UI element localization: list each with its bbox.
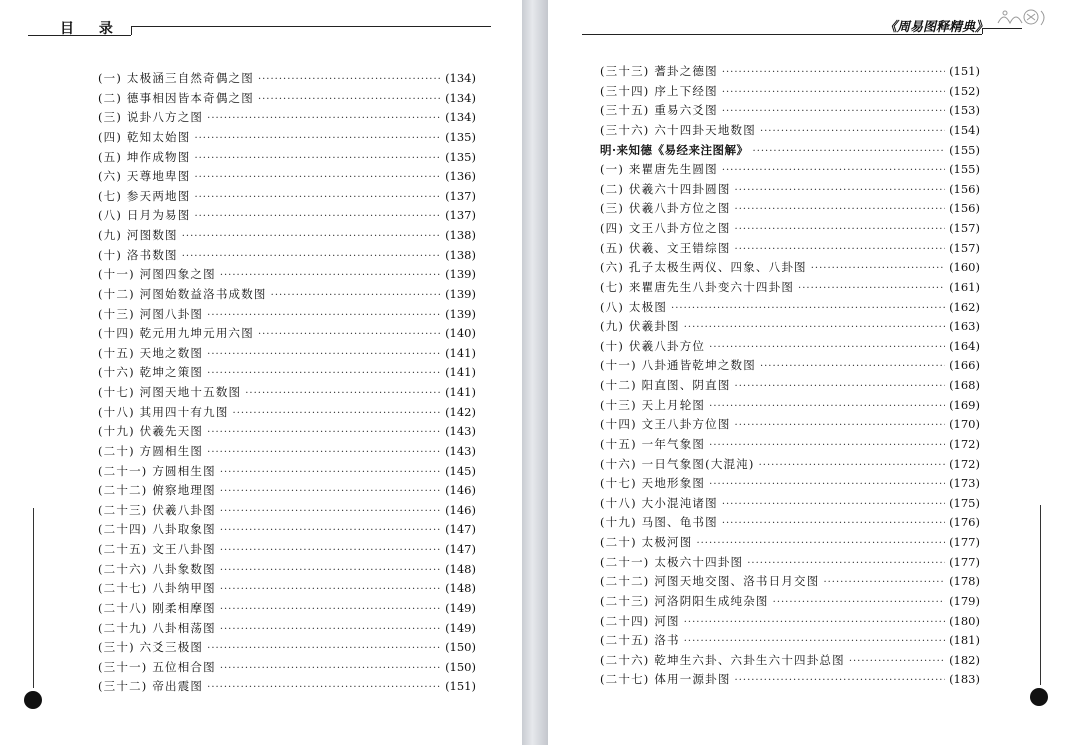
toc-entry [600, 101, 980, 121]
margin-marker-line [1040, 505, 1041, 685]
header-rule [28, 35, 131, 36]
toc-dot-leader [258, 324, 441, 345]
toc-entry-page: (157) [949, 221, 980, 235]
toc-dot-leader [207, 363, 441, 384]
toc-entry [600, 239, 980, 259]
toc-entry-page: (183) [949, 672, 980, 687]
toc-entry [98, 265, 476, 285]
toc-entry-page: (147) [445, 542, 476, 556]
toc-entry [600, 533, 980, 553]
decorative-stamp-icon [993, 5, 1051, 31]
toc-entry-page: (138) [445, 228, 476, 242]
toc-entry-page: (151) [445, 679, 476, 694]
toc-entry [98, 520, 476, 540]
toc-dot-leader [220, 501, 441, 522]
toc-entry [600, 670, 980, 690]
toc-entry-title: (十二) 阳直图、阴直图 [600, 378, 731, 392]
toc-entry-title: (八) 日月为易图 [98, 208, 191, 223]
toc-entry [98, 206, 476, 226]
toc-dot-leader [220, 462, 441, 483]
toc-entry-title: (十九) 马图、龟书图 [600, 515, 718, 530]
toc-dot-leader [220, 579, 441, 600]
toc-entry-title: (二十六) 乾坤生六卦、六卦生六十四卦总图 [600, 652, 845, 667]
toc-entry-page: (164) [949, 338, 980, 353]
toc-entry [98, 442, 476, 462]
toc-entry-page: (160) [949, 260, 980, 275]
toc-entry-page: (138) [445, 247, 476, 262]
toc-entry [600, 435, 980, 455]
toc-entry-title: (四) 乾知太始图 [98, 129, 191, 144]
toc-entry-title: (三十四) 序上下经图 [600, 83, 718, 98]
toc-entry-page: (139) [445, 306, 476, 321]
toc-dot-leader [194, 206, 441, 227]
toc-entry-title: (十八) 大小混沌诸图 [600, 495, 718, 510]
toc-dot-leader [233, 403, 442, 424]
toc-dot-leader [220, 619, 441, 640]
toc-entry [98, 677, 476, 697]
toc-entry [98, 462, 476, 482]
toc-entry-title: (二十四) 河图 [600, 613, 680, 628]
toc-entry-page: (136) [445, 169, 476, 184]
toc-entry-page: (179) [949, 593, 980, 608]
toc-entry [600, 180, 980, 200]
toc-entry [98, 501, 476, 521]
toc-entry-page: (176) [949, 515, 980, 530]
toc-dot-leader [194, 148, 441, 169]
toc-entry [98, 148, 476, 168]
toc-entry-title: (十四) 乾元用九坤元用六图 [98, 326, 254, 341]
toc-entry-page: (172) [949, 456, 980, 471]
page-gutter [522, 0, 548, 745]
toc-entry [600, 612, 980, 632]
toc-entry-page: (157) [949, 240, 980, 255]
toc-entry [98, 658, 476, 678]
toc-dot-leader [220, 658, 441, 679]
toc-entry-title: (十九) 伏羲先天图 [98, 424, 204, 439]
toc-entry-title: (六) 天尊地卑图 [98, 169, 191, 184]
toc-entry-title: (三) 说卦八方之图 [98, 110, 204, 125]
toc-dot-leader [798, 278, 945, 299]
toc-entry [600, 494, 980, 514]
toc-entry-page: (173) [949, 476, 980, 491]
toc-entry-page: (135) [445, 149, 476, 164]
toc-dot-leader [220, 265, 441, 286]
toc-dot-leader [194, 187, 441, 208]
toc-entry-title: (五) 坤作成物图 [98, 149, 191, 164]
toc-entry-title: (十一) 河图四象之图 [98, 267, 216, 282]
toc-entry-page: (172) [949, 436, 980, 451]
toc-entry [98, 383, 476, 403]
toc-entry-page: (137) [445, 208, 476, 223]
toc-entry-title: (十三) 天上月轮图 [600, 397, 706, 412]
toc-entry-title: (十四) 文王八卦方位图 [600, 417, 731, 432]
toc-entry-page: (169) [949, 397, 980, 412]
toc-dot-leader [696, 533, 945, 554]
toc-entry-title: (九) 伏羲卦图 [600, 319, 680, 334]
toc-entry [98, 540, 476, 560]
toc-entry [98, 69, 476, 89]
toc-entry-title: (七) 参天两地图 [98, 188, 191, 203]
toc-dot-leader [220, 560, 441, 581]
page-marker-dot [1030, 688, 1048, 706]
toc-dot-leader [220, 540, 441, 561]
toc-dot-leader [258, 89, 441, 110]
toc-entry-title: (二十七) 八卦纳甲图 [98, 581, 216, 596]
toc-entry-page: (150) [445, 659, 476, 674]
toc-entry [600, 258, 980, 278]
toc-entry-page: (155) [949, 162, 980, 177]
toc-entry [98, 481, 476, 501]
toc-entry-page: (134) [445, 71, 476, 85]
toc-entry-title: (二十一) 太极六十四卦图 [600, 554, 744, 569]
toc-dot-leader [207, 108, 441, 129]
toc-entry-page: (182) [949, 652, 980, 667]
toc-entry [98, 128, 476, 148]
toc-entry-page: (177) [949, 554, 980, 569]
toc-dot-leader [823, 572, 945, 593]
toc-dot-leader [722, 160, 945, 181]
toc-entry-title: (十二) 河图始数益洛书成数图 [98, 286, 267, 301]
toc-entry [98, 344, 476, 364]
toc-section-heading [600, 141, 980, 161]
header-rule [131, 26, 132, 35]
toc-entry [98, 599, 476, 619]
toc-entry-title: (二十三) 河洛阴阳生成纯杂图 [600, 593, 769, 608]
toc-entry-page: (149) [445, 600, 476, 615]
toc-entry-page: (161) [949, 279, 980, 294]
toc-entry-page: (162) [949, 299, 980, 314]
toc-entry [98, 305, 476, 325]
toc-entry [600, 396, 980, 416]
toc-entry-title: (二十八) 刚柔相摩图 [98, 600, 216, 615]
toc-entry-title: (二十) 太极河图 [600, 535, 693, 549]
toc-entry [600, 474, 980, 494]
toc-entry-title: (十七) 天地形象图 [600, 476, 706, 491]
toc-dot-leader [182, 246, 441, 267]
toc-entry [600, 317, 980, 337]
toc-entry-page: (155) [949, 142, 980, 157]
toc-dot-leader [709, 435, 945, 456]
toc-dot-leader [722, 494, 945, 515]
toc-dot-leader [722, 62, 945, 83]
toc-entry [600, 592, 980, 612]
toc-entry-page: (137) [445, 188, 476, 203]
toc-entry [600, 219, 980, 239]
toc-entry [600, 337, 980, 357]
toc-dot-leader [753, 141, 946, 162]
toc-entry [600, 82, 980, 102]
toc-entry [98, 324, 476, 344]
toc-entry-page: (141) [445, 345, 476, 360]
toc-dot-leader [709, 337, 945, 358]
toc-dot-leader [735, 180, 946, 201]
toc-entry-page: (135) [445, 129, 476, 144]
toc-dot-leader [207, 442, 441, 463]
toc-entry-page: (142) [445, 404, 476, 419]
toc-entry [600, 356, 980, 376]
toc-entry-page: (134) [445, 110, 476, 125]
toc-entry-title: (二十五) 洛书 [600, 633, 680, 648]
toc-dot-leader [194, 167, 441, 188]
toc-entry-title: (十一) 八卦通皆乾坤之数图 [600, 358, 756, 373]
margin-marker-line [33, 508, 34, 688]
toc-entry-page: (181) [949, 633, 980, 648]
toc-entry-page: (143) [445, 443, 476, 458]
toc-dot-leader [722, 101, 945, 122]
toc-entry [98, 108, 476, 128]
toc-entry-page: (152) [949, 83, 980, 98]
toc-entry-page: (139) [445, 267, 476, 282]
toc-dot-leader [207, 677, 441, 698]
toc-entry-page: (148) [445, 561, 476, 576]
toc-entry-page: (148) [445, 581, 476, 596]
toc-entry-title: (十五) 天地之数图 [98, 345, 204, 360]
toc-entry [600, 121, 980, 141]
toc-entry-title: (二) 德事相因皆本奇偶之图 [98, 90, 254, 105]
toc-entry-page: (178) [949, 574, 980, 589]
toc-entry [600, 160, 980, 180]
toc-entry [600, 415, 980, 435]
toc-entry [600, 199, 980, 219]
toc-entry-page: (151) [949, 64, 980, 78]
toc-dot-leader [760, 121, 945, 142]
toc-dot-leader [220, 520, 441, 541]
toc-entry [600, 553, 980, 573]
toc-entry [600, 651, 980, 671]
toc-dot-leader [671, 298, 945, 319]
toc-entry-title: (二十二) 俯察地理图 [98, 483, 216, 498]
toc-dot-leader [258, 69, 441, 90]
toc-entry-title: (六) 孔子太极生两仪、四象、八卦图 [600, 260, 807, 275]
toc-entry [98, 422, 476, 442]
toc-entry [98, 246, 476, 266]
toc-dot-leader [271, 285, 441, 306]
toc-dot-leader [735, 670, 946, 691]
toc-entry [98, 167, 476, 187]
toc-dot-leader [245, 383, 441, 404]
toc-entry-title: (十七) 河图天地十五数图 [98, 385, 242, 399]
toc-entry-page: (170) [949, 417, 980, 432]
toc-entry-title: (一) 来瞿唐先生圆图 [600, 162, 718, 177]
toc-entry [98, 619, 476, 639]
toc-entry-title: (三十六) 六十四卦天地数图 [600, 122, 756, 137]
toc-dot-leader [684, 317, 945, 338]
toc-entry-title: (三十一) 五位相合图 [98, 659, 216, 674]
toc-entry-page: (163) [949, 319, 980, 334]
toc-entry [600, 278, 980, 298]
toc-entry-page: (166) [949, 358, 980, 373]
toc-entry-title: (三十三) 蓍卦之德图 [600, 64, 718, 78]
page-marker-dot [24, 691, 42, 709]
toc-dot-leader [735, 239, 946, 260]
toc-entry-title: (二十一) 方圆相生图 [98, 463, 216, 478]
toc-entry-page: (140) [445, 326, 476, 341]
toc-dot-leader [735, 376, 946, 397]
toc-entry [600, 298, 980, 318]
toc-entry-page: (150) [445, 640, 476, 655]
toc-entry-title: (十三) 河图八卦图 [98, 306, 204, 321]
toc-entry-title: (二十三) 伏羲八卦图 [98, 502, 216, 517]
toc-dot-leader [194, 128, 441, 149]
toc-dot-leader [747, 553, 945, 574]
toc-entry-page: (143) [445, 424, 476, 439]
toc-entry-page: (146) [445, 502, 476, 517]
toc-entry-title: (五) 伏羲、文王错综图 [600, 240, 731, 255]
toc-entry [600, 62, 980, 82]
toc-entry-page: (153) [949, 103, 980, 118]
toc-entry-title: (三十二) 帝出震图 [98, 679, 204, 694]
toc-dot-leader [759, 455, 945, 476]
toc-entry-title: (二十二) 河图天地交图、洛书日月交图 [600, 574, 820, 589]
toc-entry-title: (七) 来瞿唐先生八卦变六十四卦图 [600, 279, 795, 294]
toc-entry [600, 513, 980, 533]
toc-entry-page: (175) [949, 495, 980, 510]
left-page-header: 目 录 [60, 21, 123, 37]
toc-dot-leader [811, 258, 945, 279]
toc-entry-page: (141) [445, 365, 476, 380]
toc-entry-page: (147) [445, 522, 476, 537]
toc-entry-title: (九) 河图数图 [98, 228, 178, 242]
toc-entry-title: (十八) 其用四十有九图 [98, 404, 229, 419]
toc-dot-leader [207, 344, 441, 365]
toc-dot-leader [722, 513, 945, 534]
toc-entry-page: (141) [445, 385, 476, 399]
toc-entry-title: (二) 伏羲六十四卦圆图 [600, 181, 731, 196]
header-rule [131, 26, 491, 27]
toc-entry-page: (154) [949, 122, 980, 137]
toc-entry-title: (十六) 乾坤之策图 [98, 365, 204, 380]
toc-dot-leader [773, 592, 945, 613]
toc-entry-title: (十六) 一日气象图(大混沌) [600, 456, 755, 471]
toc-entry [98, 363, 476, 383]
toc-dot-leader [207, 305, 441, 326]
toc-entry-title: (十) 洛书数图 [98, 247, 178, 262]
toc-entry-title: (二十五) 文王八卦图 [98, 542, 216, 556]
header-rule [582, 34, 982, 35]
toc-entry-title: (三十) 六爻三极图 [98, 640, 204, 655]
toc-dot-leader [709, 474, 945, 495]
toc-entry-page: (156) [949, 181, 980, 196]
toc-entry-page: (146) [445, 483, 476, 498]
toc-dot-leader [684, 612, 945, 633]
toc-entry [98, 638, 476, 658]
toc-entry [600, 376, 980, 396]
toc-entry-title: (二十九) 八卦相荡图 [98, 620, 216, 635]
toc-entry-title: (二十七) 体用一源卦图 [600, 672, 731, 687]
toc-dot-leader [182, 226, 441, 247]
toc-entry-page: (139) [445, 286, 476, 301]
toc-entry-title: (十) 伏羲八卦方位 [600, 338, 706, 353]
toc-entry [98, 403, 476, 423]
toc-entry-page: (149) [445, 620, 476, 635]
toc-dot-leader [722, 82, 945, 103]
toc-dot-leader [735, 219, 946, 240]
toc-entry [98, 285, 476, 305]
toc-entry-page: (134) [445, 90, 476, 105]
toc-dot-leader [709, 396, 945, 417]
toc-list-right [600, 62, 980, 690]
toc-entry-title: (三十五) 重易六爻图 [600, 103, 718, 118]
toc-dot-leader [684, 631, 945, 652]
toc-entry [600, 455, 980, 475]
toc-entry-page: (156) [949, 201, 980, 216]
toc-entry-title: (二十六) 八卦象数图 [98, 561, 216, 576]
toc-entry [98, 560, 476, 580]
toc-dot-leader [849, 651, 945, 672]
toc-entry [600, 572, 980, 592]
toc-dot-leader [735, 415, 946, 436]
toc-entry-page: (145) [445, 463, 476, 478]
toc-entry-page: (177) [949, 535, 980, 549]
toc-entry-title: (二十) 方圆相生图 [98, 443, 204, 458]
toc-entry [98, 89, 476, 109]
toc-dot-leader [760, 356, 945, 377]
toc-entry-page: (168) [949, 378, 980, 392]
toc-entry [600, 631, 980, 651]
right-page [548, 0, 1075, 745]
toc-entry-title: (四) 文王八卦方位之图 [600, 221, 731, 235]
toc-entry-title: (三) 伏羲八卦方位之图 [600, 201, 731, 216]
toc-entry-title: (一) 太极涵三自然奇偶之图 [98, 71, 254, 85]
toc-entry-title: 明·来知德《易经来注图解》 [600, 142, 749, 157]
toc-entry [98, 579, 476, 599]
toc-entry-title: (十五) 一年气象图 [600, 436, 706, 451]
toc-dot-leader [220, 481, 441, 502]
toc-entry [98, 187, 476, 207]
toc-entry-title: (二十四) 八卦取象图 [98, 522, 216, 537]
toc-list-left [98, 69, 476, 697]
toc-entry-title: (八) 太极图 [600, 299, 668, 314]
toc-entry [98, 226, 476, 246]
right-page-header: 《周易图释精典》 [884, 20, 989, 35]
toc-dot-leader [207, 422, 441, 443]
left-page [0, 0, 522, 745]
toc-entry-page: (180) [949, 613, 980, 628]
toc-dot-leader [220, 599, 441, 620]
toc-dot-leader [735, 199, 946, 220]
toc-dot-leader [207, 638, 441, 659]
